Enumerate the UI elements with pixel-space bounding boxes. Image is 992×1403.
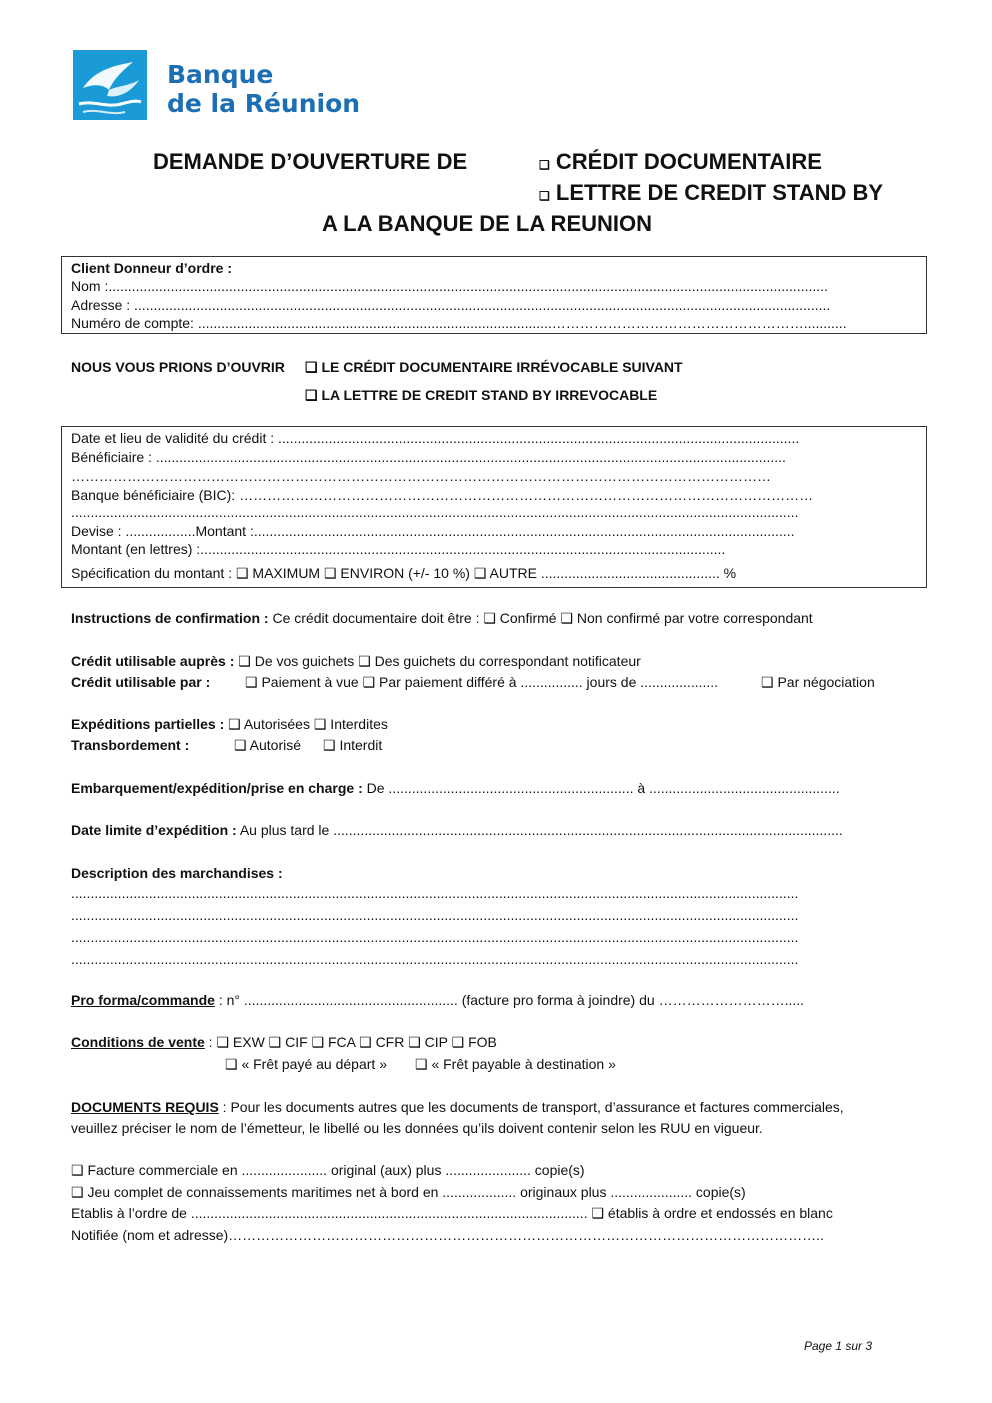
prions-label: NOUS VOUS PRIONS D’OUVRIR (71, 359, 285, 375)
utilisable-aupres-options[interactable]: ❑ De vos guichets ❑ Des guichets du correspondant notificateur (234, 653, 641, 669)
prions-option-standby[interactable]: ❑ LA LETTRE DE CREDIT STAND BY IRREVOCABLE (305, 387, 658, 403)
marchandises-line[interactable]: ........................................................................................................................................................................................... (71, 885, 799, 901)
transbordement-interdit[interactable]: ❑ Interdit (323, 737, 383, 753)
bank-logo-mark (73, 50, 147, 120)
etablis-ordre-field[interactable]: Etablis à l’ordre de ...................................................................................................... ❑ établis à ordre et endossés en blanc (71, 1205, 833, 1221)
connaissements-field[interactable]: ❑ Jeu complet de connaissements maritimes net à bord en ................... originaux plus ..................... copie(s) (71, 1184, 746, 1200)
client-compte-field[interactable]: Numéro de compte: ...........................................................................................………………………………………………........... (71, 315, 847, 331)
pro-forma-row[interactable] (71, 991, 804, 1009)
marchandises-line[interactable]: ........................................................................................................................................................................................... (71, 929, 799, 945)
utilisable-aupres-row[interactable] (71, 652, 641, 670)
devise-montant-field[interactable]: Devise : ..................Montant :........................................................................................................................................... (71, 523, 795, 539)
embarquement-row[interactable] (71, 779, 840, 797)
marchandises-label: Description des marchandises : (71, 865, 283, 881)
pro-forma-field[interactable]: : n° ....................................................... (facture pro forma à joindre) du ………………………..... (214, 992, 805, 1008)
date-lieu-field[interactable]: Date et lieu de validité du crédit : ...................................................................................................................................... (71, 430, 800, 446)
embarquement-field[interactable]: De ............................................................... à ................................................. (362, 780, 840, 796)
title-option-credit-label: CRÉDIT DOCUMENTAIRE (555, 149, 822, 174)
documents-requis-label: DOCUMENTS REQUIS (71, 1099, 219, 1115)
client-adresse-field[interactable]: Adresse : ................................................................................................................................................................................... (71, 297, 831, 313)
transbordement-label: Transbordement : (71, 737, 190, 753)
utilisable-par-options[interactable]: ❑ Paiement à vue ❑ Par paiement différé à ................ jours de .................... (245, 674, 719, 690)
title-left: DEMANDE D’OUVERTURE DE (153, 149, 468, 174)
utilisable-par-negociation[interactable]: ❑ Par négociation (761, 674, 875, 690)
expeditions-label: Expéditions partielles : (71, 716, 225, 732)
page-number: Page 1 sur 3 (804, 1339, 873, 1353)
logo-line-2: de la Réunion (167, 89, 361, 118)
date-limite-field[interactable]: Au plus tard le ................................................................................................................................... (236, 822, 843, 838)
beneficiaire-field[interactable]: Bénéficiaire : .................................................................................................................................................................. (71, 449, 786, 465)
documents-requis-row (71, 1098, 844, 1116)
documents-requis-text: : Pour les documents autres que les documents de transport, d’assurance et factures commerciales, (218, 1099, 844, 1115)
expeditions-options[interactable]: ❑ Autorisées ❑ Interdites (224, 716, 388, 732)
client-nom-field[interactable]: Nom :......................................................................................................................................................................................... (71, 278, 828, 294)
title-bottom: A LA BANQUE DE LA REUNION (322, 211, 652, 236)
facture-commerciale-field[interactable]: ❑ Facture commerciale en ...................... original (aux) plus ...................... copie(s) (71, 1162, 585, 1178)
banque-dots-field[interactable]: ........................................................................................................................................................................................... (71, 504, 799, 520)
montant-lettres-field[interactable]: Montant (en lettres) :....................................................................................................................................... (71, 541, 726, 557)
documents-requis-text-2: veuillez préciser le nom de l’émetteur, le libellé ou les données qu’ils doivent contenir selon les RUU en vigueur. (71, 1120, 763, 1136)
checkbox-stand-by[interactable]: ❑ (539, 189, 550, 203)
logo-line-1: Banque (167, 60, 274, 89)
prions-option-credit[interactable]: ❑ LE CRÉDIT DOCUMENTAIRE IRRÉVOCABLE SUIVANT (305, 359, 683, 375)
confirmation-row[interactable] (71, 609, 813, 627)
title-option-standby[interactable] (539, 180, 883, 209)
utilisable-aupres-label: Crédit utilisable auprès : (71, 653, 235, 669)
confirmation-options[interactable]: Ce crédit documentaire doit être : ❑ Confirmé ❑ Non confirmé par votre correspondant (268, 610, 813, 626)
fret-paye-depart[interactable]: ❑ « Frêt payé au départ » (225, 1056, 387, 1072)
beneficiaire-dots-field[interactable]: …………………………………………………………………………………………………………………………………… (71, 468, 771, 484)
client-heading: Client Donneur d’ordre : (71, 260, 232, 276)
checkbox-credit-documentaire[interactable]: ❑ (539, 158, 550, 172)
date-limite-row[interactable] (71, 821, 843, 839)
bird-logo-icon (73, 50, 147, 120)
marchandises-line[interactable]: ........................................................................................................................................................................................... (71, 907, 799, 923)
fret-payable-destination[interactable]: ❑ « Frêt payable à destination » (415, 1056, 616, 1072)
conditions-vente-row[interactable] (71, 1033, 497, 1051)
title-option-standby-label: LETTRE DE CREDIT STAND BY (555, 180, 884, 205)
transbordement-autorise[interactable]: ❑ Autorisé (234, 737, 302, 753)
bank-logo-text (167, 60, 360, 118)
specification-montant[interactable]: Spécification du montant : ❑ MAXIMUM ❑ ENVIRON (+/- 10 %) ❑ AUTRE .............................................. % (71, 565, 737, 581)
banque-beneficiaire-field[interactable]: Banque bénéficiaire (BIC): …………………………………………………………………………………………………………… (71, 487, 814, 503)
confirmation-label: Instructions de confirmation : (71, 610, 269, 626)
embarquement-label: Embarquement/expédition/prise en charge : (71, 780, 363, 796)
expeditions-row[interactable] (71, 715, 388, 733)
conditions-vente-label: Conditions de vente (71, 1034, 205, 1050)
marchandises-line[interactable]: ........................................................................................................................................................................................... (71, 951, 799, 967)
title-option-credit[interactable] (539, 149, 822, 178)
pro-forma-label: Pro forma/commande (71, 992, 215, 1008)
date-limite-label: Date limite d’expédition : (71, 822, 237, 838)
conditions-vente-incoterms[interactable]: : ❑ EXW ❑ CIF ❑ FCA ❑ CFR ❑ CIP ❑ FOB (204, 1034, 497, 1050)
utilisable-par-label: Crédit utilisable par : (71, 674, 211, 690)
notifiee-field[interactable]: Notifiée (nom et adresse)……………………………………………………………………………………………………………….. (71, 1227, 824, 1243)
